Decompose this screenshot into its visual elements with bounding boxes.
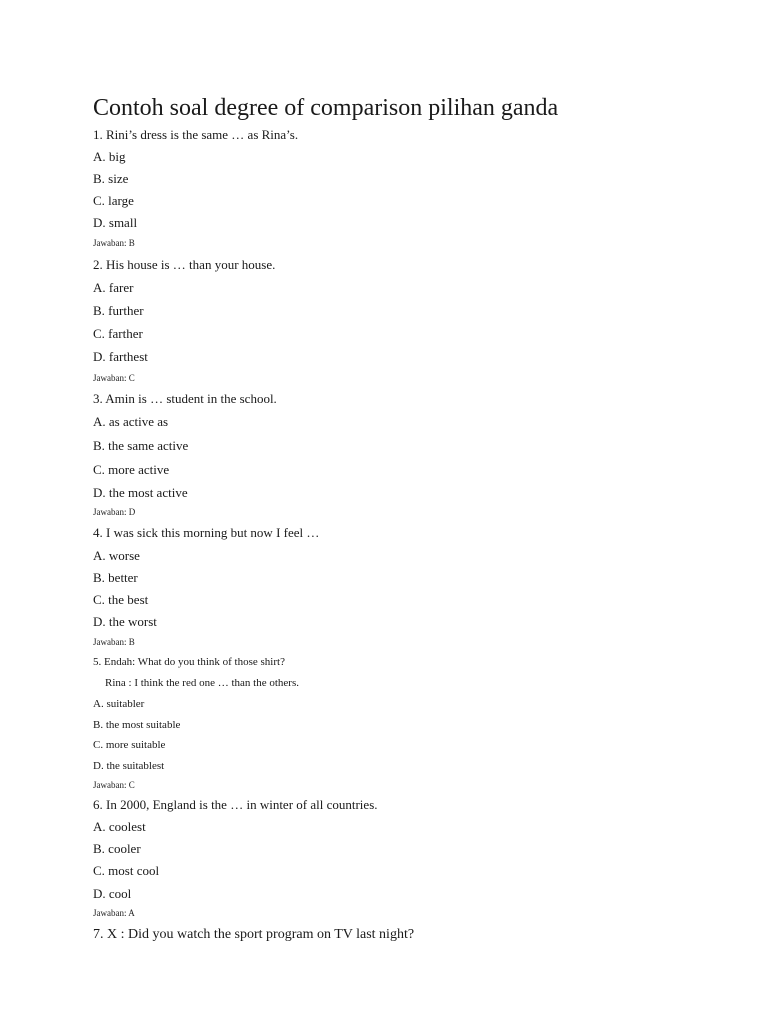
question-5-option-a: A. suitabler (93, 698, 145, 710)
question-7-text: 7. X : Did you watch the sport program on TV last night? (93, 927, 415, 942)
question-2-option-c: C. farther (93, 326, 143, 341)
question-6-answer: Jawaban: A (93, 908, 135, 918)
question-3-option-c: C. more active (93, 462, 170, 477)
question-5-option-c: C. more suitable (93, 739, 166, 751)
question-6-option-a: A. coolest (93, 819, 146, 834)
question-4-option-b: B. better (93, 570, 138, 585)
question-5-text-line2: Rina : I think the red one … than the others. (105, 677, 299, 689)
question-1-answer: Jawaban: B (93, 238, 135, 248)
page-title: Contoh soal degree of comparison pilihan ganda (93, 95, 559, 121)
question-4-answer: Jawaban: B (93, 637, 135, 647)
question-6-text: 6. In 2000, England is the … in winter of all countries. (93, 797, 378, 812)
question-6-option-b: B. cooler (93, 841, 141, 856)
question-6-option-c: C. most cool (93, 863, 160, 878)
question-2-option-a: A. farer (93, 280, 134, 295)
question-5-option-b: B. the most suitable (93, 719, 181, 731)
question-1-option-d: D. small (93, 215, 138, 230)
question-3-option-d: D. the most active (93, 485, 188, 500)
question-4-option-c: C. the best (93, 592, 149, 607)
question-3-option-b: B. the same active (93, 438, 189, 453)
question-1-option-b: B. size (93, 171, 129, 186)
question-4-text: 4. I was sick this morning but now I feel … (93, 525, 320, 540)
question-4-option-d: D. the worst (93, 614, 157, 629)
question-6-option-d: D. cool (93, 886, 132, 901)
question-4-option-a: A. worse (93, 548, 140, 563)
question-2-answer: Jawaban: C (93, 373, 135, 383)
question-3-answer: Jawaban: D (93, 507, 136, 517)
question-2-option-d: D. farthest (93, 349, 148, 364)
question-2-option-b: B. further (93, 303, 144, 318)
question-3-option-a: A. as active as (93, 414, 169, 429)
question-5-text: 5. Endah: What do you think of those shirt? (93, 656, 285, 668)
question-5-answer: Jawaban: C (93, 780, 135, 790)
question-1-text: 1. Rini’s dress is the same … as Rina’s. (93, 127, 299, 142)
question-2-text: 2. His house is … than your house. (93, 257, 276, 272)
question-1-option-c: C. large (93, 193, 134, 208)
question-1-option-a: A. big (93, 149, 126, 164)
question-5-option-d: D. the suitablest (93, 760, 165, 772)
question-3-text: 3. Amin is … student in the school. (93, 391, 277, 406)
